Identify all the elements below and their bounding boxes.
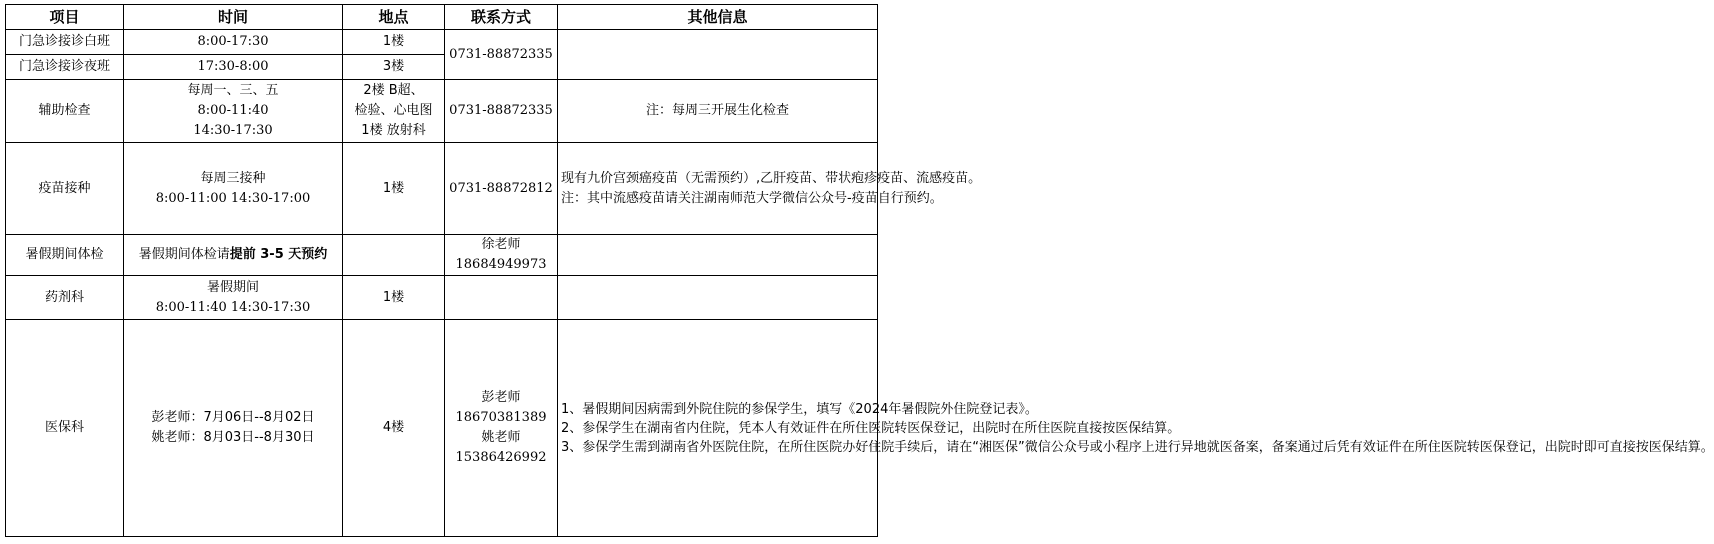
table-row (6, 80, 878, 143)
contact-line: 15386426992 (455, 450, 547, 465)
other-line: 2、参保学生在湖南省内住院，凭本人有效证件在所住医院转医保登记，出院时在所住医院直接按医保结算。 (561, 420, 1181, 436)
time-line: 彭老师：7月06日--8月02日 (151, 410, 315, 425)
time-line: 8:00-11:40 (197, 103, 269, 118)
other-line: 现有九价宫颈癌疫苗（无需预约）,乙肝疫苗、带状疱疹疫苗、流感疫苗。 (561, 170, 982, 186)
contact-line: 徐老师 (481, 237, 521, 252)
time-line: 每周三接种 (200, 170, 266, 186)
place-cell: 4楼 (343, 320, 445, 537)
header-place: 地点 (343, 5, 445, 30)
time-cell: 17:30-8:00 (124, 55, 343, 80)
contact-line: 18684949973 (455, 257, 547, 272)
table-row (6, 276, 878, 320)
contact-cell: 0731-88872335 (445, 30, 558, 80)
place-cell: 1楼 (343, 30, 445, 55)
contact-line: 姚老师 (481, 430, 521, 445)
table-row (6, 235, 878, 276)
dept-cell: 药剂科 (6, 276, 124, 320)
place-cell (343, 235, 445, 276)
time-line: 14:30-17:30 (193, 123, 273, 138)
place-cell (343, 80, 445, 143)
other-cell (558, 276, 878, 320)
dept-cell: 辅助检查 (6, 80, 124, 143)
time-cell (124, 143, 343, 235)
place-line: 检验、心电图 (354, 103, 433, 118)
contact-cell (445, 235, 558, 276)
other-cell: 注：每周三开展生化检查 (558, 80, 878, 143)
contact-cell (445, 320, 558, 537)
other-line: 注：其中流感疫苗请关注湖南师范大学微信公众号-疫苗自行预约。 (561, 190, 943, 206)
header-item: 项目 (6, 5, 124, 30)
contact-line: 18670381389 (455, 410, 547, 425)
time-cell: 8:00-17:30 (124, 30, 343, 55)
dept-cell: 疫苗接种 (6, 143, 124, 235)
time-line: 每周一、三、五 (187, 83, 279, 98)
time-cell (124, 276, 343, 320)
place-cell: 1楼 (343, 143, 445, 235)
dept-cell: 门急诊接诊夜班 (6, 55, 124, 80)
table-row (6, 320, 878, 537)
header-time: 时间 (124, 5, 343, 30)
other-cell (558, 320, 1714, 537)
header-row (6, 5, 878, 30)
time-line: 8:00-11:40 14:30-17:30 (155, 299, 311, 315)
schedule-table (5, 4, 1714, 537)
time-line: 暑假期间 (206, 279, 259, 295)
table-row (6, 143, 878, 235)
dept-cell: 医保科 (6, 320, 124, 537)
place-cell: 1楼 (343, 276, 445, 320)
contact-cell: 0731-88872335 (445, 80, 558, 143)
contact-line: 彭老师 (481, 390, 521, 405)
other-cell (558, 235, 878, 276)
place-cell: 3楼 (343, 55, 445, 80)
header-contact: 联系方式 (445, 5, 558, 30)
time-line: 8:00-11:00 14:30-17:00 (155, 190, 311, 206)
dept-cell: 门急诊接诊白班 (6, 30, 124, 55)
dept-cell: 暑假期间体检 (6, 235, 124, 276)
place-line: 1楼 放射科 (361, 123, 426, 138)
other-cell (558, 143, 982, 235)
header-other: 其他信息 (558, 5, 878, 30)
time-prefix: 暑假期间体检请 (138, 247, 230, 262)
place-line: 2楼 B超、 (363, 83, 424, 98)
time-cell (124, 235, 343, 276)
other-line: 3、参保学生需到湖南省外医院住院，在所住医院办好住院手续后，请在“湘医保”微信公众号或小程序上进行异地就医备案，备案通过后凭有效证件在所住医院转医保登记，出院时即可直接按医保结算。 (561, 439, 1714, 455)
table-row (6, 30, 878, 55)
time-cell (124, 80, 343, 143)
contact-cell: 0731-88872812 (445, 143, 558, 235)
time-bold: 提前 3-5 天预约 (229, 247, 328, 262)
other-cell (558, 30, 878, 80)
contact-cell (445, 276, 558, 320)
time-line: 姚老师：8月03日--8月30日 (151, 430, 315, 445)
other-line: 1、暑假期间因病需到外院住院的参保学生，填写《2024年暑假院外住院登记表》。 (561, 401, 1038, 417)
time-cell (124, 320, 343, 537)
